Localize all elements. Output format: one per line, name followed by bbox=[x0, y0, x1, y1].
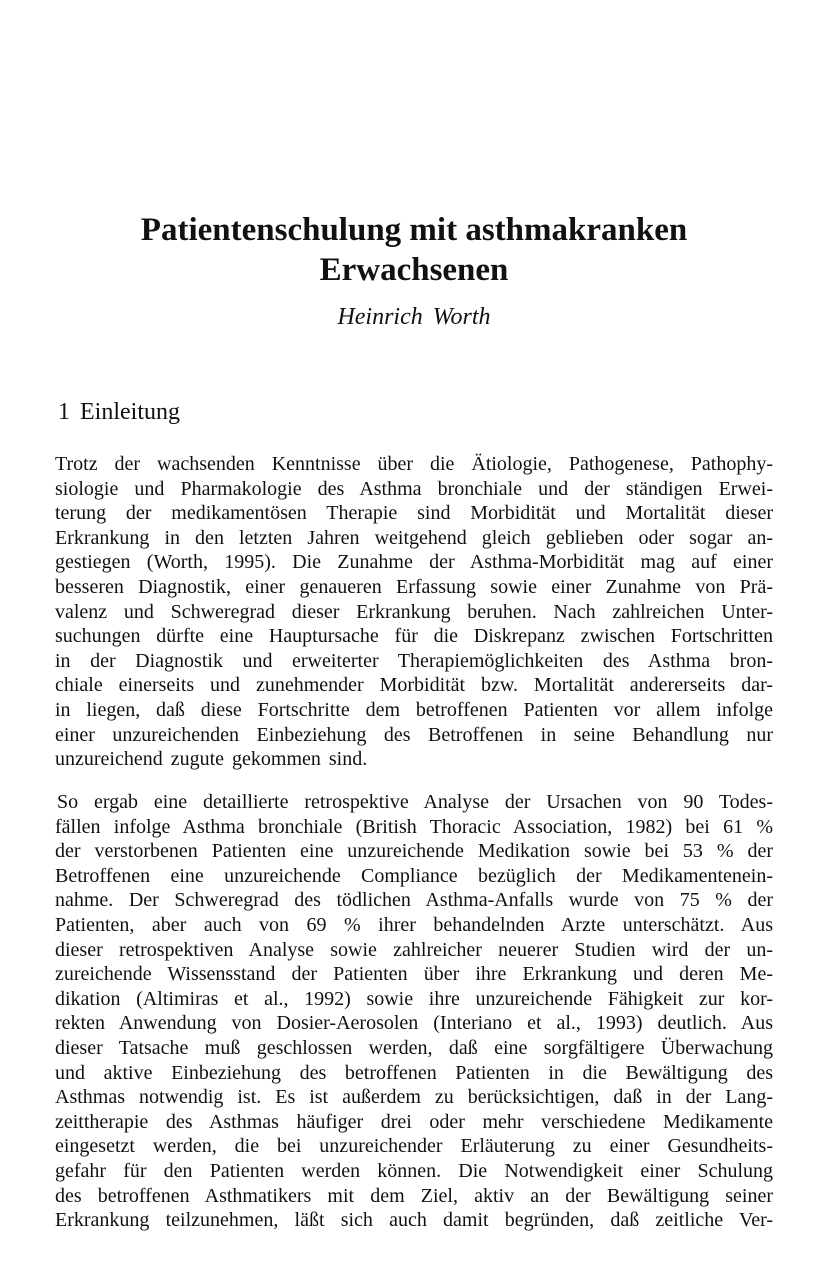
paragraph-2 bbox=[55, 790, 773, 1233]
text-line: zeittherapie des Asthmas häufiger drei oder mehr verschiedene Medikamente bbox=[55, 1110, 773, 1133]
text-line: dieser Tatsache muß geschlossen werden, daß eine sorgfältigere Überwachung bbox=[55, 1036, 773, 1059]
text-line: einer unzureichenden Einbeziehung des Betroffenen in seine Behandlung nur bbox=[55, 723, 773, 746]
text-line: des betroffenen Asthmatikers mit dem Ziel, aktiv an der Bewältigung seiner bbox=[55, 1184, 773, 1207]
text-line: Erkrankung teilzunehmen, läßt sich auch damit begründen, daß zeitliche Ver- bbox=[55, 1209, 773, 1232]
text-line: suchungen dürfte eine Hauptursache für die Diskrepanz zwischen Fortschritten bbox=[55, 625, 773, 648]
text-line: unzureichend zugute gekommen sind. bbox=[55, 748, 368, 771]
text-line: Trotz der wachsenden Kenntnisse über die Ätiologie, Pathogenese, Pathophy- bbox=[55, 453, 773, 475]
text-line: rekten Anwendung von Dosier-Aerosolen (Interiano et al., 1993) deutlich. Aus bbox=[55, 1012, 773, 1035]
text-line: besseren Diagnostik, einer genaueren Erfassung sowie einer Zunahme von Prä- bbox=[55, 575, 773, 598]
text-line: Asthmas notwendig ist. Es ist außerdem zu berücksichtigen, daß in der Lang- bbox=[55, 1086, 773, 1109]
text-line: chiale einerseits und zunehmender Morbidität bzw. Mortalität andererseits dar- bbox=[55, 674, 773, 697]
text-line: gestiegen (Worth, 1995). Die Zunahme der Asthma-Morbidität mag auf einer bbox=[55, 551, 773, 574]
section-title: Einleitung bbox=[80, 399, 180, 425]
text-line: eingesetzt werden, die bei unzureichender Erläuterung zu einer Gesundheits- bbox=[55, 1135, 773, 1158]
paragraph-1 bbox=[55, 452, 773, 772]
text-line: Betroffenen eine unzureichende Compliance bezüglich der Medikamentenein- bbox=[55, 864, 773, 887]
text-line: zureichende Wissensstand der Patienten über ihre Erkrankung und deren Me- bbox=[55, 963, 773, 986]
text-line: valenz und Schweregrad dieser Erkrankung beruhen. Nach zahlreichen Unter- bbox=[55, 600, 773, 623]
text-line: terung der medikamentösen Therapie sind Morbidität und Mortalität dieser bbox=[55, 502, 773, 525]
section-number: 1 bbox=[58, 399, 70, 425]
text-line: dikation (Altimiras et al., 1992) sowie ihre unzureichende Fähigkeit zur kor- bbox=[55, 987, 773, 1010]
text-line: in der Diagnostik und erweiterter Therapiemöglichkeiten des Asthma bron- bbox=[55, 649, 773, 672]
title-line: Patientenschulung mit asthmakranken bbox=[140, 212, 688, 248]
title-line: Erwachsenen bbox=[319, 252, 509, 288]
text-line: fällen infolge Asthma bronchiale (British Thoracic Association, 1982) bei 61 % bbox=[55, 815, 773, 838]
text-line: So ergab eine detaillierte retrospektive Analyse der Ursachen von 90 Todes- bbox=[57, 791, 773, 813]
text-line: der verstorbenen Patienten eine unzureichende Medikation sowie bei 53 % der bbox=[55, 840, 773, 863]
text-line: Patienten, aber auch von 69 % ihrer behandelnden Arzte unterschätzt. Aus bbox=[55, 913, 773, 936]
text-line: Erkrankung in den letzten Jahren weitgehend gleich geblieben oder sogar an- bbox=[55, 526, 773, 549]
text-line: siologie und Pharmakologie des Asthma bronchiale und der ständigen Erwei- bbox=[55, 477, 773, 500]
text-line: nahme. Der Schweregrad des tödlichen Asthma-Anfalls wurde von 75 % der bbox=[55, 889, 773, 912]
text-line: in liegen, daß diese Fortschritte dem betroffenen Patienten vor allem infolge bbox=[55, 698, 773, 721]
text-line: und aktive Einbeziehung des betroffenen Patienten in die Bewältigung des bbox=[55, 1061, 773, 1084]
paper-title bbox=[0, 210, 828, 290]
author-name: Heinrich Worth bbox=[337, 304, 491, 330]
text-line: gefahr für den Patienten werden können. Die Notwendigkeit einer Schulung bbox=[55, 1159, 773, 1182]
text-line: dieser retrospektiven Analyse sowie zahlreicher neuerer Studien wird der un- bbox=[55, 938, 773, 961]
section-heading bbox=[58, 397, 180, 427]
